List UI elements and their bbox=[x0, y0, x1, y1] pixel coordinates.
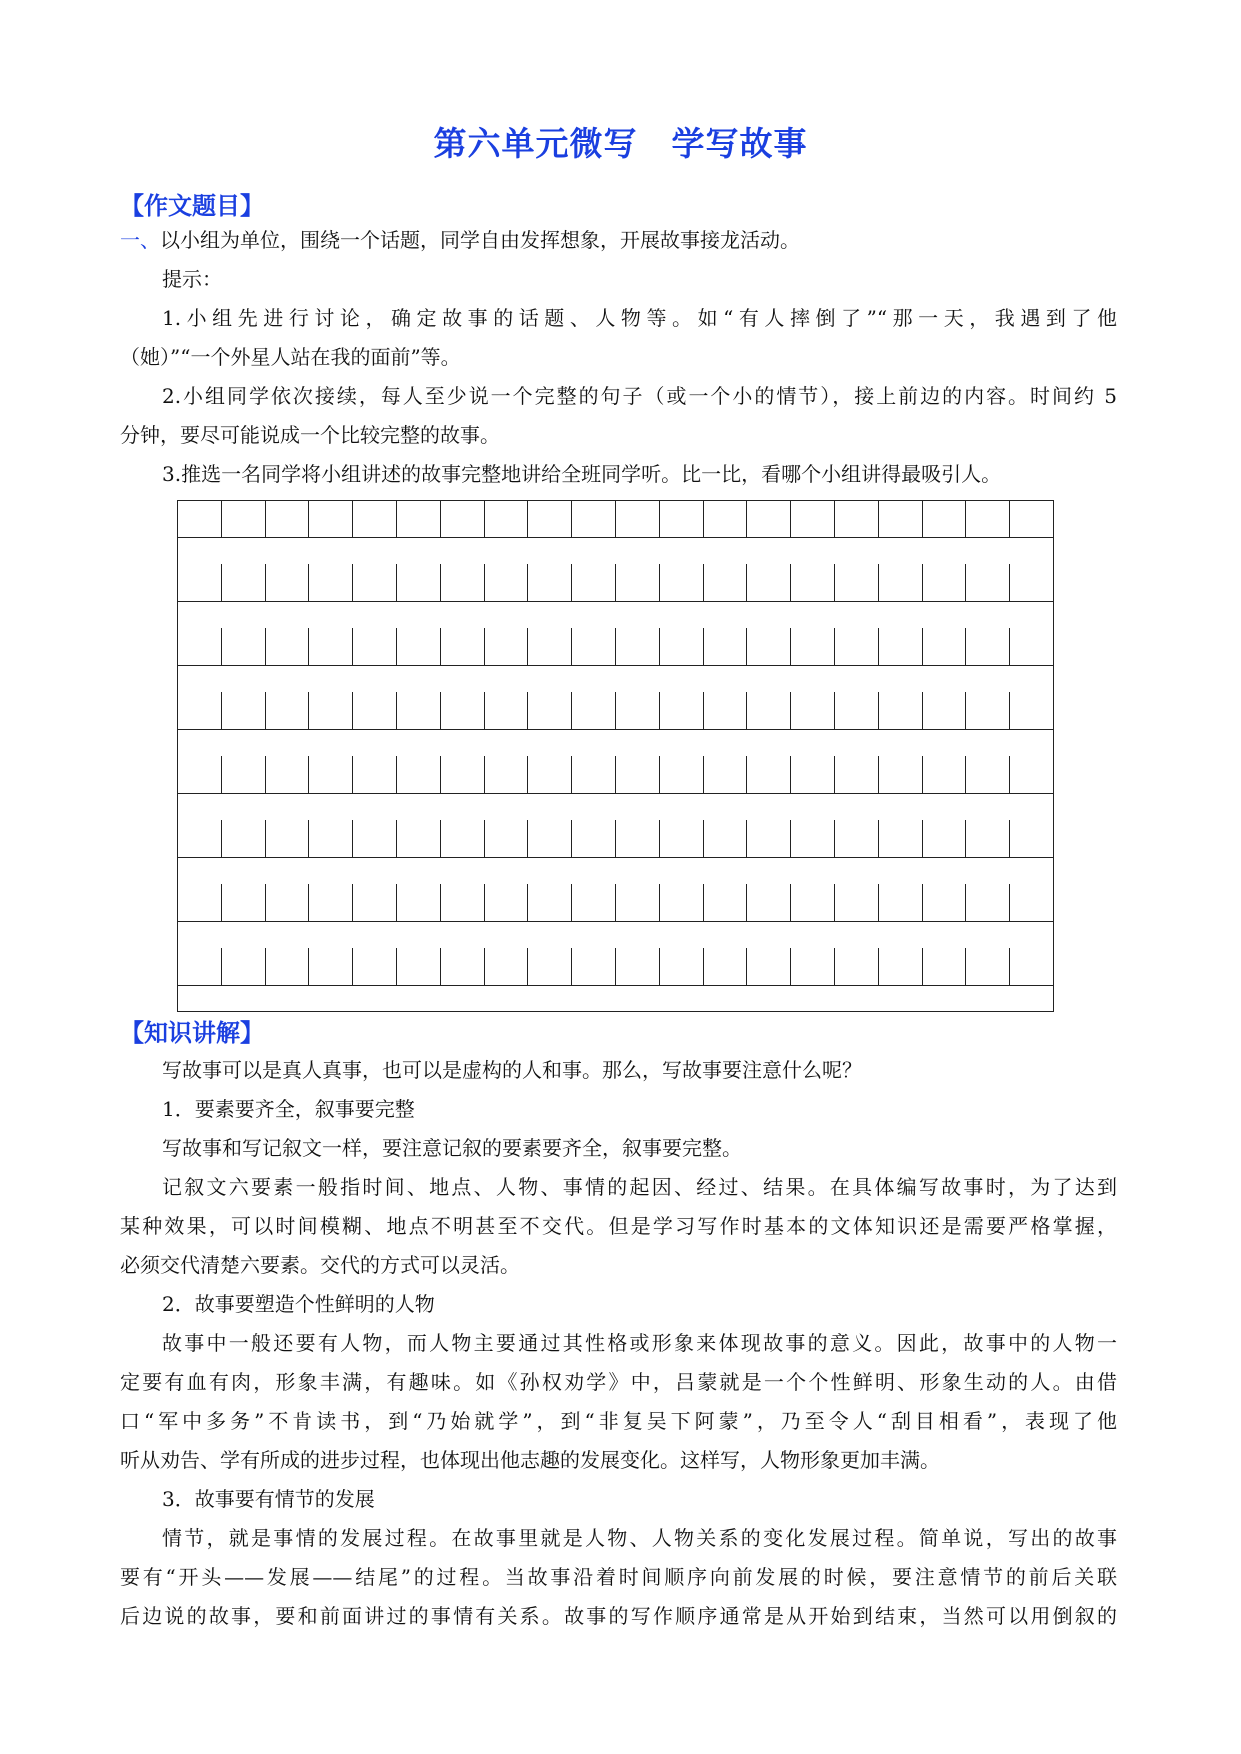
grid-cell[interactable] bbox=[923, 756, 967, 794]
grid-cell[interactable] bbox=[704, 500, 748, 538]
grid-cell[interactable] bbox=[879, 820, 923, 858]
grid-cell[interactable] bbox=[791, 884, 835, 922]
grid-cell[interactable] bbox=[485, 564, 529, 602]
grid-cell[interactable] bbox=[309, 628, 353, 666]
grid-cell[interactable] bbox=[572, 756, 616, 794]
grid-cell[interactable] bbox=[528, 820, 572, 858]
grid-cell[interactable] bbox=[266, 500, 310, 538]
grid-cell[interactable] bbox=[353, 628, 397, 666]
grid-cell[interactable] bbox=[660, 756, 704, 794]
grid-cell[interactable] bbox=[704, 564, 748, 602]
grid-cell[interactable] bbox=[966, 628, 1010, 666]
point-2-title: 2．故事要塑造个性鲜明的人物 bbox=[162, 1292, 435, 1316]
grid-cell[interactable] bbox=[1010, 628, 1054, 666]
grid-cell[interactable] bbox=[616, 948, 660, 986]
grid-cell[interactable] bbox=[572, 692, 616, 730]
grid-cell[interactable] bbox=[309, 884, 353, 922]
grid-cell[interactable] bbox=[1010, 564, 1054, 602]
grid-cell[interactable] bbox=[923, 820, 967, 858]
grid-cell[interactable] bbox=[923, 564, 967, 602]
point-3-line-1: 情节，就是事情的发展过程。在故事里就是人物、人物关系的变化发展过程。简单说，写出的故事 bbox=[162, 1526, 1117, 1550]
grid-cell[interactable] bbox=[616, 628, 660, 666]
grid-cell[interactable] bbox=[266, 756, 310, 794]
grid-cell[interactable] bbox=[572, 820, 616, 858]
hint-item-1-line-1: 1.小组先进行讨论，确定故事的话题、人物等。如“有人摔倒了”“那一天，我遇到了他 bbox=[162, 306, 1117, 330]
grid-cell[interactable] bbox=[441, 500, 485, 538]
grid-cell[interactable] bbox=[309, 500, 353, 538]
grid-cell[interactable] bbox=[835, 500, 879, 538]
hint-item-1-line-2: （她）”“一个外星人站在我的面前”等。 bbox=[120, 345, 461, 369]
point-1-para-line-1: 记叙文六要素一般指时间、地点、人物、事情的起因、经过、结果。在具体编写故事时，为了达到 bbox=[162, 1175, 1117, 1199]
grid-cell[interactable] bbox=[879, 500, 923, 538]
grid-cell[interactable] bbox=[660, 692, 704, 730]
grid-cell[interactable] bbox=[923, 500, 967, 538]
grid-cell[interactable] bbox=[835, 820, 879, 858]
grid-cell[interactable] bbox=[791, 628, 835, 666]
grid-cell[interactable] bbox=[485, 500, 529, 538]
hint-item-2-line-1: 2.小组同学依次接续，每人至少说一个完整的句子（或一个小的情节），接上前边的内容。时间约 5 bbox=[162, 384, 1117, 408]
grid-cell[interactable] bbox=[704, 628, 748, 666]
grid-cell[interactable] bbox=[222, 500, 266, 538]
grid-cell[interactable] bbox=[528, 884, 572, 922]
grid-row bbox=[177, 884, 1054, 922]
page-title: 第六单元微写 学写故事 bbox=[433, 124, 808, 163]
grid-cell[interactable] bbox=[923, 948, 967, 986]
point-2-line-1: 故事中一般还要有人物，而人物主要通过其性格或形象来体现故事的意义。因此，故事中的人物一 bbox=[162, 1331, 1117, 1355]
grid-cell[interactable] bbox=[528, 692, 572, 730]
writing-grid[interactable] bbox=[177, 500, 1054, 1012]
grid-cell[interactable] bbox=[397, 884, 441, 922]
grid-cell[interactable] bbox=[704, 756, 748, 794]
grid-cell[interactable] bbox=[835, 564, 879, 602]
grid-cell[interactable] bbox=[1010, 756, 1054, 794]
grid-cell[interactable] bbox=[178, 756, 222, 794]
grid-cell[interactable] bbox=[879, 564, 923, 602]
grid-cell[interactable] bbox=[1010, 948, 1054, 986]
grid-cell[interactable] bbox=[353, 884, 397, 922]
grid-cell[interactable] bbox=[441, 564, 485, 602]
grid-row bbox=[177, 692, 1054, 730]
grid-cell[interactable] bbox=[353, 820, 397, 858]
grid-cell[interactable] bbox=[660, 884, 704, 922]
grid-cell[interactable] bbox=[222, 884, 266, 922]
point-3-line-2: 要有“开头——发展——结尾”的过程。当故事沿着时间顺序向前发展的时候，要注意情节的前后关联 bbox=[120, 1565, 1117, 1589]
grid-cell[interactable] bbox=[266, 692, 310, 730]
point-2-line-3: 口“军中多务”不肯读书，到“乃始就学”，到“非复吴下阿蒙”，乃至令人“刮目相看”，表现了他 bbox=[120, 1409, 1117, 1433]
grid-cell[interactable] bbox=[966, 948, 1010, 986]
grid-cell[interactable] bbox=[747, 884, 791, 922]
grid-cell[interactable] bbox=[572, 884, 616, 922]
grid-cell[interactable] bbox=[485, 756, 529, 794]
grid-cell[interactable] bbox=[222, 628, 266, 666]
point-3-title: 3．故事要有情节的发展 bbox=[162, 1487, 375, 1511]
grid-cell[interactable] bbox=[485, 948, 529, 986]
grid-cell[interactable] bbox=[747, 564, 791, 602]
grid-cell[interactable] bbox=[835, 884, 879, 922]
point-2-line-2: 定要有血有肉，形象丰满，有趣味。如《孙权劝学》中，吕蒙就是一个个性鲜明、形象生动的人。由借 bbox=[120, 1370, 1117, 1394]
grid-cell[interactable] bbox=[660, 500, 704, 538]
grid-cell[interactable] bbox=[266, 884, 310, 922]
grid-cell[interactable] bbox=[397, 628, 441, 666]
grid-cell[interactable] bbox=[222, 756, 266, 794]
grid-cell[interactable] bbox=[835, 628, 879, 666]
point-2-line-4: 听从劝告、学有所成的进步过程，也体现出他志趣的发展变化。这样写，人物形象更加丰满。 bbox=[120, 1448, 940, 1472]
grid-row bbox=[177, 500, 1054, 538]
grid-row bbox=[177, 756, 1054, 794]
grid-cell[interactable] bbox=[572, 948, 616, 986]
grid-cell[interactable] bbox=[485, 820, 529, 858]
grid-cell[interactable] bbox=[1010, 500, 1054, 538]
grid-cell[interactable] bbox=[966, 756, 1010, 794]
grid-cell[interactable] bbox=[266, 564, 310, 602]
grid-cell[interactable] bbox=[791, 948, 835, 986]
grid-cell[interactable] bbox=[616, 564, 660, 602]
grid-cell[interactable] bbox=[704, 948, 748, 986]
section-heading-knowledge: 【知识讲解】 bbox=[120, 1019, 264, 1047]
question-line bbox=[120, 228, 800, 252]
grid-cell[interactable] bbox=[616, 756, 660, 794]
grid-cell[interactable] bbox=[441, 884, 485, 922]
hint-item-2-line-2: 分钟，要尽可能说成一个比较完整的故事。 bbox=[120, 423, 500, 447]
grid-cell[interactable] bbox=[309, 820, 353, 858]
grid-row-spacer bbox=[177, 666, 1054, 692]
grid-cell[interactable] bbox=[528, 564, 572, 602]
grid-cell[interactable] bbox=[309, 564, 353, 602]
grid-cell[interactable] bbox=[178, 820, 222, 858]
grid-cell[interactable] bbox=[879, 884, 923, 922]
grid-cell[interactable] bbox=[397, 948, 441, 986]
grid-cell[interactable] bbox=[397, 820, 441, 858]
grid-cell[interactable] bbox=[747, 948, 791, 986]
grid-cell[interactable] bbox=[441, 692, 485, 730]
grid-cell[interactable] bbox=[791, 820, 835, 858]
point-1-para-line-3: 必须交代清楚六要素。交代的方式可以灵活。 bbox=[120, 1253, 520, 1277]
grid-cell[interactable] bbox=[528, 500, 572, 538]
grid-row bbox=[177, 820, 1054, 858]
grid-cell[interactable] bbox=[835, 948, 879, 986]
grid-cell[interactable] bbox=[353, 948, 397, 986]
grid-cell[interactable] bbox=[791, 756, 835, 794]
grid-cell[interactable] bbox=[309, 756, 353, 794]
grid-cell[interactable] bbox=[835, 756, 879, 794]
grid-cell[interactable] bbox=[485, 884, 529, 922]
grid-cell[interactable] bbox=[704, 884, 748, 922]
grid-row-spacer bbox=[177, 986, 1054, 1012]
grid-cell[interactable] bbox=[747, 500, 791, 538]
grid-cell[interactable] bbox=[747, 692, 791, 730]
grid-cell[interactable] bbox=[1010, 692, 1054, 730]
grid-cell[interactable] bbox=[879, 628, 923, 666]
grid-cell[interactable] bbox=[1010, 884, 1054, 922]
grid-row-spacer bbox=[177, 602, 1054, 628]
grid-cell[interactable] bbox=[966, 820, 1010, 858]
grid-cell[interactable] bbox=[397, 564, 441, 602]
grid-cell[interactable] bbox=[266, 820, 310, 858]
grid-cell[interactable] bbox=[1010, 820, 1054, 858]
grid-cell[interactable] bbox=[660, 628, 704, 666]
grid-cell[interactable] bbox=[266, 628, 310, 666]
grid-cell[interactable] bbox=[791, 692, 835, 730]
grid-cell[interactable] bbox=[441, 628, 485, 666]
grid-cell[interactable] bbox=[835, 692, 879, 730]
grid-cell[interactable] bbox=[222, 564, 266, 602]
grid-cell[interactable] bbox=[441, 948, 485, 986]
question-text: 以小组为单位，围绕一个话题，同学自由发挥想象，开展故事接龙活动。 bbox=[160, 228, 800, 252]
grid-cell[interactable] bbox=[441, 756, 485, 794]
grid-cell[interactable] bbox=[222, 692, 266, 730]
grid-row bbox=[177, 628, 1054, 666]
grid-cell[interactable] bbox=[178, 692, 222, 730]
point-1-text: 写故事和写记叙文一样，要注意记叙的要素要齐全，叙事要完整。 bbox=[162, 1136, 742, 1160]
question-number: 一、 bbox=[120, 228, 160, 252]
hint-label: 提示： bbox=[162, 267, 222, 291]
grid-cell[interactable] bbox=[222, 820, 266, 858]
knowledge-intro: 写故事可以是真人真事，也可以是虚构的人和事。那么，写故事要注意什么呢？ bbox=[162, 1058, 862, 1082]
grid-cell[interactable] bbox=[528, 948, 572, 986]
grid-cell[interactable] bbox=[966, 692, 1010, 730]
grid-cell[interactable] bbox=[178, 564, 222, 602]
grid-cell[interactable] bbox=[966, 500, 1010, 538]
grid-cell[interactable] bbox=[222, 948, 266, 986]
grid-cell[interactable] bbox=[879, 756, 923, 794]
grid-cell[interactable] bbox=[704, 820, 748, 858]
grid-cell[interactable] bbox=[879, 948, 923, 986]
grid-cell[interactable] bbox=[528, 756, 572, 794]
grid-cell[interactable] bbox=[353, 692, 397, 730]
grid-cell[interactable] bbox=[309, 692, 353, 730]
grid-cell[interactable] bbox=[747, 628, 791, 666]
grid-cell[interactable] bbox=[791, 500, 835, 538]
grid-cell[interactable] bbox=[309, 948, 353, 986]
grid-cell[interactable] bbox=[660, 948, 704, 986]
section-heading-prompt: 【作文题目】 bbox=[120, 192, 264, 220]
hint-item-3: 3.推选一名同学将小组讲述的故事完整地讲给全班同学听。比一比，看哪个小组讲得最吸引人。 bbox=[162, 462, 1002, 486]
grid-cell[interactable] bbox=[660, 820, 704, 858]
grid-cell[interactable] bbox=[966, 884, 1010, 922]
grid-cell[interactable] bbox=[353, 756, 397, 794]
grid-cell[interactable] bbox=[178, 500, 222, 538]
grid-cell[interactable] bbox=[660, 564, 704, 602]
grid-cell[interactable] bbox=[266, 948, 310, 986]
point-1-para-line-2: 某种效果，可以时间模糊、地点不明甚至不交代。但是学习写作时基本的文体知识还是需要严格掌握， bbox=[120, 1214, 1117, 1238]
grid-cell[interactable] bbox=[747, 820, 791, 858]
grid-cell[interactable] bbox=[616, 820, 660, 858]
grid-row-spacer bbox=[177, 922, 1054, 948]
grid-cell[interactable] bbox=[923, 884, 967, 922]
grid-cell[interactable] bbox=[178, 948, 222, 986]
grid-cell[interactable] bbox=[747, 756, 791, 794]
grid-cell[interactable] bbox=[397, 756, 441, 794]
grid-row-spacer bbox=[177, 538, 1054, 564]
grid-cell[interactable] bbox=[178, 884, 222, 922]
grid-cell[interactable] bbox=[572, 628, 616, 666]
grid-cell[interactable] bbox=[485, 692, 529, 730]
point-3-line-3: 后边说的故事，要和前面讲过的事情有关系。故事的写作顺序通常是从开始到结束，当然可以用倒叙的 bbox=[120, 1604, 1117, 1628]
grid-cell[interactable] bbox=[441, 820, 485, 858]
grid-cell[interactable] bbox=[704, 692, 748, 730]
grid-cell[interactable] bbox=[572, 500, 616, 538]
grid-cell[interactable] bbox=[397, 692, 441, 730]
grid-cell[interactable] bbox=[397, 500, 441, 538]
grid-cell[interactable] bbox=[353, 564, 397, 602]
grid-cell[interactable] bbox=[879, 692, 923, 730]
grid-row bbox=[177, 564, 1054, 602]
grid-cell[interactable] bbox=[616, 500, 660, 538]
grid-row-spacer bbox=[177, 730, 1054, 756]
grid-cell[interactable] bbox=[966, 564, 1010, 602]
grid-cell[interactable] bbox=[572, 564, 616, 602]
grid-cell[interactable] bbox=[528, 628, 572, 666]
grid-cell[interactable] bbox=[178, 628, 222, 666]
grid-cell[interactable] bbox=[616, 884, 660, 922]
grid-row-spacer bbox=[177, 794, 1054, 820]
grid-row bbox=[177, 948, 1054, 986]
grid-cell[interactable] bbox=[791, 564, 835, 602]
point-1-title: 1．要素要齐全，叙事要完整 bbox=[162, 1097, 415, 1121]
grid-cell[interactable] bbox=[353, 500, 397, 538]
grid-cell[interactable] bbox=[485, 628, 529, 666]
grid-cell[interactable] bbox=[923, 628, 967, 666]
grid-row-spacer bbox=[177, 858, 1054, 884]
grid-cell[interactable] bbox=[923, 692, 967, 730]
grid-cell[interactable] bbox=[616, 692, 660, 730]
